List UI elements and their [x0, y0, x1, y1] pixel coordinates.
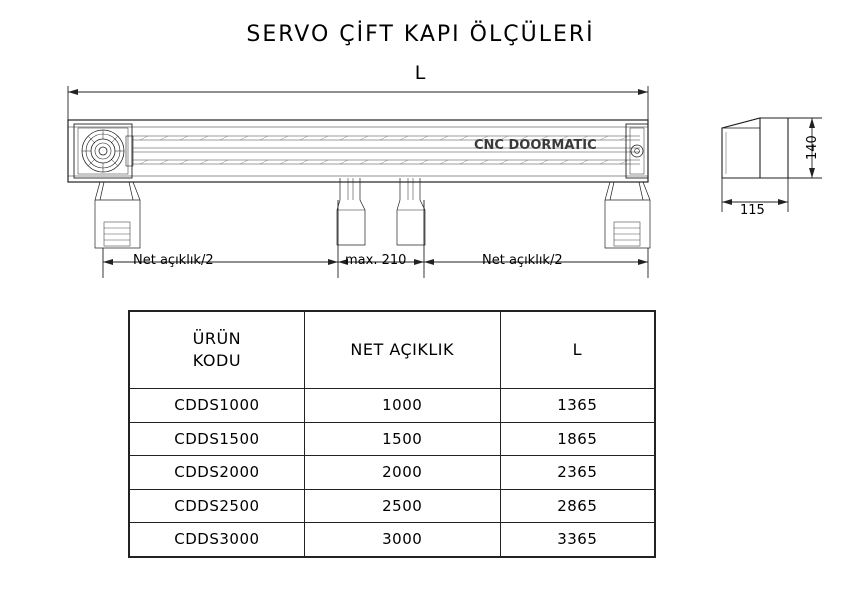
- table-row: [130, 523, 655, 557]
- col-header-product-code: [130, 312, 305, 389]
- table-row: [130, 489, 655, 523]
- cell-product-code: CDDS1500: [130, 422, 305, 456]
- cell-product-code: CDDS3000: [130, 523, 305, 557]
- brand-logo-text: CNC DOORMATIC: [474, 138, 597, 153]
- cell-net-opening: 2500: [304, 489, 500, 523]
- cell-net-opening: 1500: [304, 422, 500, 456]
- spec-table-container: [128, 310, 656, 558]
- table-header-row: [130, 312, 655, 389]
- table-row: [130, 456, 655, 490]
- cell-product-code: CDDS1000: [130, 389, 305, 423]
- col-header-line1: ÜRÜN: [192, 329, 242, 349]
- cell-length: 3365: [500, 523, 654, 557]
- cell-length: 2865: [500, 489, 654, 523]
- dim-net-opening-left: Net açıklık/2: [133, 253, 214, 268]
- dim-section-width: 115: [740, 203, 765, 218]
- cell-length: 2365: [500, 456, 654, 490]
- cell-net-opening: 2000: [304, 456, 500, 490]
- col-header-length: L: [500, 312, 654, 389]
- overall-length-label: L: [414, 62, 427, 84]
- table-row: [130, 389, 655, 423]
- cell-product-code: CDDS2000: [130, 456, 305, 490]
- cell-net-opening: 1000: [304, 389, 500, 423]
- col-header-line2: KODU: [192, 351, 242, 370]
- table-row: [130, 422, 655, 456]
- page-title: SERVO ÇİFT KAPI ÖLÇÜLERİ: [246, 22, 595, 47]
- cell-product-code: CDDS2500: [130, 489, 305, 523]
- col-header-net-opening: NET AÇIKLIK: [304, 312, 500, 389]
- spec-table: [129, 311, 655, 557]
- dim-section-height: 140: [805, 135, 820, 160]
- cell-length: 1865: [500, 422, 654, 456]
- cell-length: 1365: [500, 389, 654, 423]
- dim-max-overlap: max. 210: [345, 253, 407, 268]
- cell-net-opening: 3000: [304, 523, 500, 557]
- dim-net-opening-right: Net açıklık/2: [482, 253, 563, 268]
